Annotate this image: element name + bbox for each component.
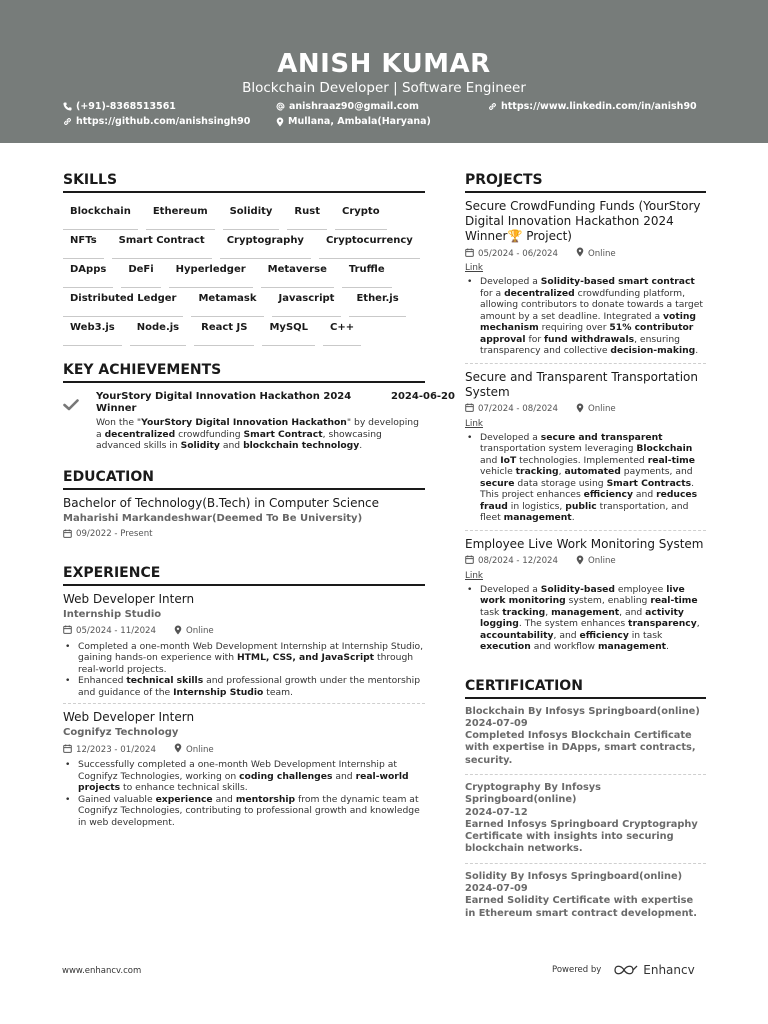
skill-tag: Metaverse <box>261 259 334 288</box>
enhancv-logo-icon <box>613 964 639 976</box>
experience-title: EXPERIENCE <box>63 565 425 586</box>
footer-powered <box>552 963 695 977</box>
contact-phone[interactable] <box>63 101 176 112</box>
experience-list <box>63 592 425 829</box>
skill-tag: Metamask <box>191 288 263 317</box>
entry-location: Online <box>185 626 214 636</box>
entry-dates: 12/2023 - 01/2024 <box>76 744 156 755</box>
certification-desc: Earned Infosys Springboard Cryptography Certificate with insights into securing blockchain networks. <box>465 818 698 855</box>
certification-desc: Earned Solidity Certificate with expertise in Ethereum smart contract development. <box>465 895 697 919</box>
bullet-item: • Developed a Solidity-based employee live work monitoring system, enabling real-time task tracking, management, and activity logging. The system enhances transparency, accountability, and efficiency in task execution and workflow management. <box>465 584 706 653</box>
contact-github[interactable] <box>63 116 250 127</box>
right-column <box>465 172 706 927</box>
projects-list <box>465 199 706 653</box>
certification-name: Solidity By Infosys Springboard(online) <box>465 870 683 882</box>
linkedin-text: https://www.linkedin.com/in/anish90 <box>501 101 697 112</box>
skill-tag: Smart Contract <box>112 230 212 259</box>
resume-header <box>0 0 768 143</box>
skill-tag: Ether.js <box>349 288 405 317</box>
phone-icon <box>63 102 72 111</box>
certification-date: 2024-07-12 <box>465 806 528 818</box>
skill-tag: Blockchain <box>63 201 138 230</box>
project-bullets <box>465 276 706 357</box>
location-text: Mullana, Ambala(Haryana) <box>288 116 431 127</box>
skill-tag: Javascript <box>272 288 342 317</box>
skill-tag: Distributed Ledger <box>63 288 183 317</box>
job-bullets <box>63 641 425 699</box>
certification-desc: Completed Infosys Blockchain Certificate with expertise in DApps, smart contracts, security. <box>465 730 696 766</box>
certification-title: CERTIFICATION <box>465 678 706 699</box>
at-icon <box>276 102 285 111</box>
skills-list <box>63 201 425 346</box>
certification-entry <box>465 864 706 927</box>
bullet-item: • Gained valuable experience and mentorship from the dynamic team at Cognifyz Technologies, contributing to professional growth and knowledge in web development. <box>63 794 425 829</box>
powered-by-text: Powered by <box>552 965 602 975</box>
project-entry <box>465 370 706 531</box>
pin-icon <box>276 117 284 127</box>
phone-text: (+91)-8368513561 <box>76 101 176 112</box>
project-entry <box>465 199 706 364</box>
pin-icon <box>576 555 584 568</box>
entry-location: Online <box>587 404 616 414</box>
bullet-item: • Successfully completed a one-month Web Development Internship at Cognifyz Technologies, working on coding challenges and real-world projects to enhance technical skills. <box>63 759 425 794</box>
calendar-icon <box>465 555 474 567</box>
entry-dates: 08/2024 - 12/2024 <box>478 556 558 566</box>
footer-site[interactable]: www.enhancv.com <box>62 966 142 976</box>
project-bullets <box>465 432 706 524</box>
skill-tag: Node.js <box>130 317 186 346</box>
calendar-icon <box>63 744 72 756</box>
job-company: Internship Studio <box>63 608 162 620</box>
achievement-item <box>63 391 455 452</box>
skill-tag: Hyperledger <box>169 259 253 288</box>
bullet-item: • Enhanced technical skills and professional growth under the mentorship and guidance of the Internship Studio team. <box>63 675 425 698</box>
check-icon <box>63 399 79 411</box>
pin-icon <box>576 247 584 260</box>
skills-title: SKILLS <box>63 172 425 193</box>
certification-list <box>465 699 706 927</box>
achievements-title: KEY ACHIEVEMENTS <box>63 362 425 383</box>
job-bullets <box>63 759 425 828</box>
entry-meta <box>63 743 425 756</box>
email-text: anishraaz90@gmail.com <box>289 101 419 112</box>
skill-tag: Cryptography <box>220 230 311 259</box>
achievement-date: 2024-06-20 <box>391 391 455 402</box>
skill-tag: Solidity <box>223 201 280 230</box>
brand-name: Enhancv <box>643 963 695 977</box>
entry-location: Online <box>587 556 616 566</box>
pin-icon <box>174 625 182 638</box>
certification-entry <box>465 775 706 864</box>
achievement-description: Won the "YourStory Digital Innovation Hackathon" by developing a decentralized crowdfunding Smart Contract, showcasing advanced skills in Solidity and blockchain technology. <box>96 417 419 451</box>
entry-divider <box>465 363 706 364</box>
project-link[interactable]: Link <box>465 570 484 581</box>
entry-divider <box>63 703 425 704</box>
project-link[interactable]: Link <box>465 263 484 273</box>
bullet-item: • Developed a secure and transparent transportation system leveraging Blockchain and IoT technologies. Implemented real-time vehicle tracking, automated payments, and secure data storage using Smart Contracts. This project enhances efficiency and reduces fraud in logistics, public transportation, and fleet management. <box>465 432 706 524</box>
project-bullets <box>465 584 706 653</box>
project-name: Employee Live Work Monitoring System <box>465 536 704 551</box>
candidate-title: Blockchain Developer | Software Engineer <box>242 80 526 96</box>
job-role: Web Developer Intern <box>63 591 195 606</box>
project-link[interactable]: Link <box>465 418 484 429</box>
education-dates: 09/2022 - Present <box>76 528 153 539</box>
github-text: https://github.com/anishsingh90 <box>76 116 251 127</box>
project-name: Secure and Transparent Transportation System <box>465 369 698 399</box>
project-entry <box>465 537 706 653</box>
education-degree: Bachelor of Technology(B.Tech) in Computer Science <box>63 495 380 510</box>
certification-entry <box>465 699 706 775</box>
skill-tag: C++ <box>323 317 361 346</box>
certification-name: Cryptography By Infosys Springboard(online) <box>465 781 601 806</box>
achievement-name: YourStory Digital Innovation Hackathon 2024 Winner <box>96 391 352 414</box>
education-meta <box>63 529 425 539</box>
calendar-icon <box>465 403 474 415</box>
contact-linkedin[interactable] <box>488 101 697 112</box>
job-role: Web Developer Intern <box>63 710 195 724</box>
entry-meta <box>63 625 425 638</box>
skill-tag: Crypto <box>335 201 387 230</box>
certification-date: 2024-07-09 <box>465 717 528 729</box>
skill-tag: MySQL <box>262 317 315 346</box>
entry-dates: 05/2024 - 11/2024 <box>76 626 156 636</box>
contact-email[interactable] <box>276 101 419 112</box>
pin-icon <box>576 403 584 416</box>
calendar-icon <box>465 248 474 260</box>
skill-tag: Truffle <box>342 259 392 288</box>
entry-divider <box>465 530 706 531</box>
entry-meta <box>465 403 706 416</box>
skill-tag: Web3.js <box>63 317 122 346</box>
certification-date: 2024-07-09 <box>465 883 528 895</box>
projects-title: PROJECTS <box>465 172 706 193</box>
entry-dates: 05/2024 - 06/2024 <box>478 248 558 259</box>
entry-meta <box>465 247 706 260</box>
entry-location: Online <box>185 744 214 755</box>
certification-name: Blockchain By Infosys Springboard(online) <box>465 705 700 717</box>
experience-entry <box>63 710 425 828</box>
skill-tag: Cryptocurrency <box>319 230 420 259</box>
education-school: Maharishi Markandeshwar(Deemed To Be University) <box>63 512 363 524</box>
experience-entry <box>63 592 425 705</box>
skill-tag: React JS <box>194 317 254 346</box>
calendar-icon <box>63 625 72 637</box>
skill-tag: NFTs <box>63 230 104 259</box>
contact-location <box>276 116 431 127</box>
enhancv-logo[interactable] <box>613 963 694 977</box>
bullet-item: • Developed a Solidity-based smart contract for a decentralized crowdfunding platform, allowing contributors to donate towards a target amount by a set deadline. Integrated a voting mechanism requiring over 51% contributor approval for fund withdrawals, ensuring transparency and collective decision-making. <box>465 276 706 357</box>
bullet-item: • Completed a one-month Web Development Internship at Internship Studio, gaining hands-on experience with HTML, CSS, and JavaScript through real-world projects. <box>63 641 425 676</box>
candidate-name: ANISH KUMAR <box>277 49 491 79</box>
pin-icon <box>174 743 182 756</box>
project-name: Secure CrowdFunding Funds (YourStory Digital Innovation Hackathon 2024 Winner🏆 Project) <box>465 199 701 243</box>
skill-tag: DApps <box>63 259 113 288</box>
left-column <box>63 172 455 828</box>
skill-tag: DeFi <box>121 259 160 288</box>
calendar-icon <box>63 529 72 538</box>
job-company: Cognifyz Technology <box>63 727 179 738</box>
entry-dates: 07/2024 - 08/2024 <box>478 404 558 414</box>
link-icon <box>488 102 497 111</box>
skill-tag: Ethereum <box>146 201 215 230</box>
entry-meta <box>465 555 706 568</box>
link-icon <box>63 117 72 126</box>
skill-tag: Rust <box>287 201 327 230</box>
education-title: EDUCATION <box>63 469 425 490</box>
entry-location: Online <box>587 248 616 259</box>
